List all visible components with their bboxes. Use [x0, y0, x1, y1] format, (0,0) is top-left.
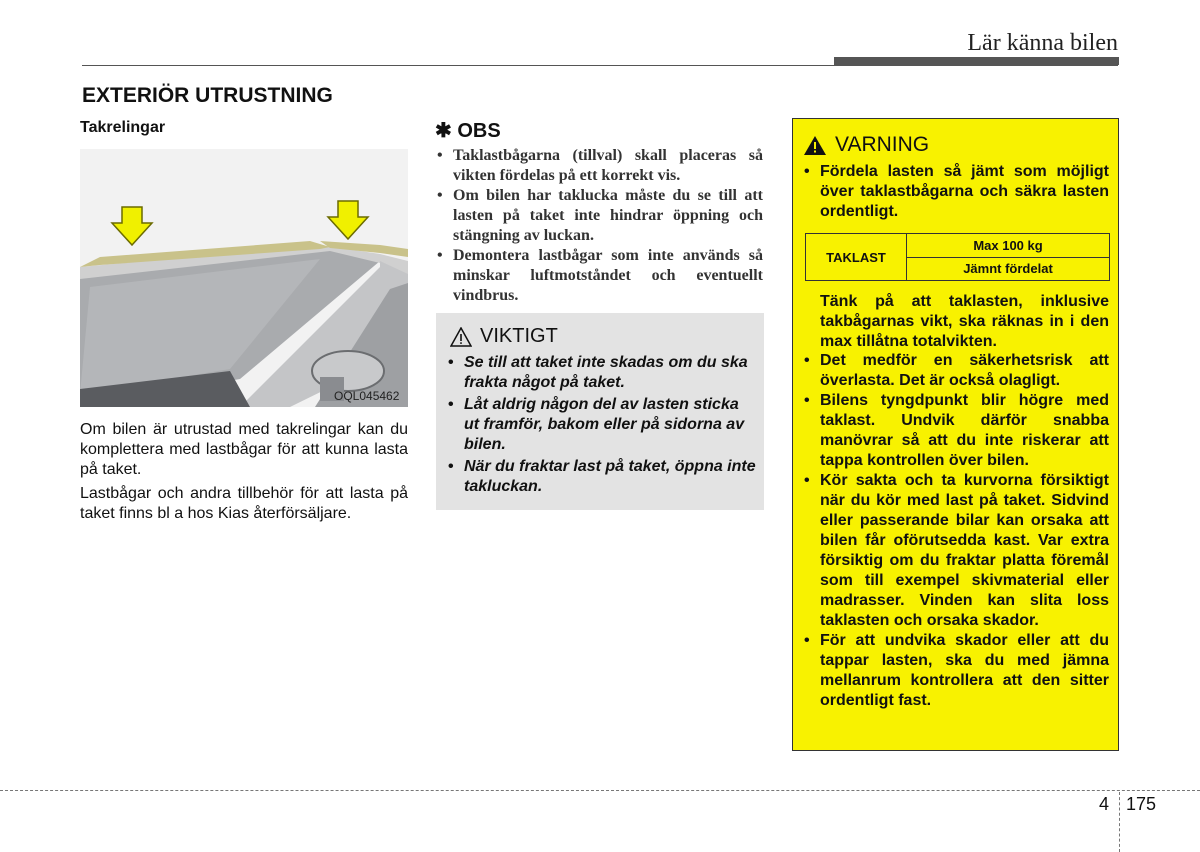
- chapter-title: Lär känna bilen: [967, 30, 1118, 56]
- roof-load-label: TAKLAST: [806, 234, 907, 281]
- list-item: • Om bilen har taklucka måste du se till att lasten på taket inte hindrar öppning och stängning av luckan.: [435, 186, 763, 246]
- page-number: 175: [1126, 794, 1157, 814]
- footer-divider: [1119, 792, 1120, 852]
- list-item: • Taklastbågarna (tillval) skall placeras så vikten fördelas på ett korrekt vis.: [435, 146, 763, 186]
- list-item: • Demontera lastbågar som inte används så minskar luftmotståndet och eventuellt vindbrus.: [435, 246, 763, 306]
- header-rule-accent: [834, 57, 1119, 65]
- list-item: • Det medför en säkerhetsrisk att överlasta. Det är också olagligt.: [803, 351, 1109, 391]
- warning-paragraph: Tänk på att taklasten, inklusive takbågarnas vikt, ska räknas in i den max tillåtna totalvikten.: [820, 293, 1109, 350]
- figure-code: OQL045462: [334, 389, 400, 403]
- section-title: EXTERIÖR UTRUSTNING: [82, 84, 333, 107]
- page-chapter-number: 4: [1099, 794, 1110, 814]
- list-item: • Kör sakta och ta kurvorna försiktigt när du kör med last på taket. Sidvind eller passerande bilar kan orsaka att bilen får oförutsedda kast. Var extra försiktig om du fraktar platta föremål som till exempel skivmaterial eller madrasser. Vinden kan slita loss taklasten och orsaka skador.: [803, 471, 1109, 631]
- paragraph: Lastbågar och andra tillbehör för att lasta på taket finns bl a hos Kias återförsäljare.: [80, 485, 408, 522]
- warning-heading-label: VARNING: [835, 133, 930, 156]
- list-item: • Fördela lasten så jämt som möjligt över taklastbågarna och säkra lasten ordentligt.: [803, 162, 1109, 222]
- warning-triangle-icon: [803, 135, 827, 156]
- warning-list: [803, 162, 1109, 222]
- warning-list: [803, 351, 1109, 711]
- roof-load-max: Max 100 kg: [907, 234, 1110, 258]
- footer-rule: [0, 790, 1200, 791]
- subsection-title: Takrelingar: [80, 119, 166, 136]
- list-item: • Bilens tyngdpunkt blir högre med taklast. Undvik därför snabba manövrar så att du inte riskerar att tappa kontrollen över bilen.: [803, 391, 1109, 471]
- roof-load-table: [805, 233, 1110, 281]
- notice-list: [448, 353, 756, 499]
- notice-heading-label: VIKTIGT: [480, 325, 558, 347]
- paragraph: Om bilen är utrustad med takrelingar kan du komplettera med lastbågar för att kunna lasta på taket.: [80, 421, 408, 478]
- warning-box: [792, 118, 1119, 751]
- obs-heading-label: OBS: [457, 120, 501, 142]
- obs-list: [435, 146, 763, 306]
- warning-heading: [803, 133, 929, 157]
- list-item: • Se till att taket inte skadas om du ska frakta något på taket.: [448, 353, 756, 393]
- list-item: • För att undvika skador eller att du tappar lasten, ska du med jämna mellanrum kontrollera att den sitter ordentligt fast.: [803, 631, 1109, 711]
- header-rule: [82, 65, 1118, 66]
- roof-load-distribution: Jämnt fördelat: [907, 257, 1110, 281]
- caution-triangle-icon: [450, 327, 472, 347]
- notice-heading: [450, 325, 558, 348]
- asterisk-icon: ✱: [435, 120, 452, 142]
- roof-rail-illustration: [80, 149, 408, 407]
- obs-heading: [435, 118, 501, 143]
- notice-box: [436, 313, 764, 510]
- list-item: • När du fraktar last på taket, öppna inte takluckan.: [448, 457, 756, 497]
- list-item: • Låt aldrig någon del av lasten sticka ut framför, bakom eller på sidorna av bilen.: [448, 395, 756, 455]
